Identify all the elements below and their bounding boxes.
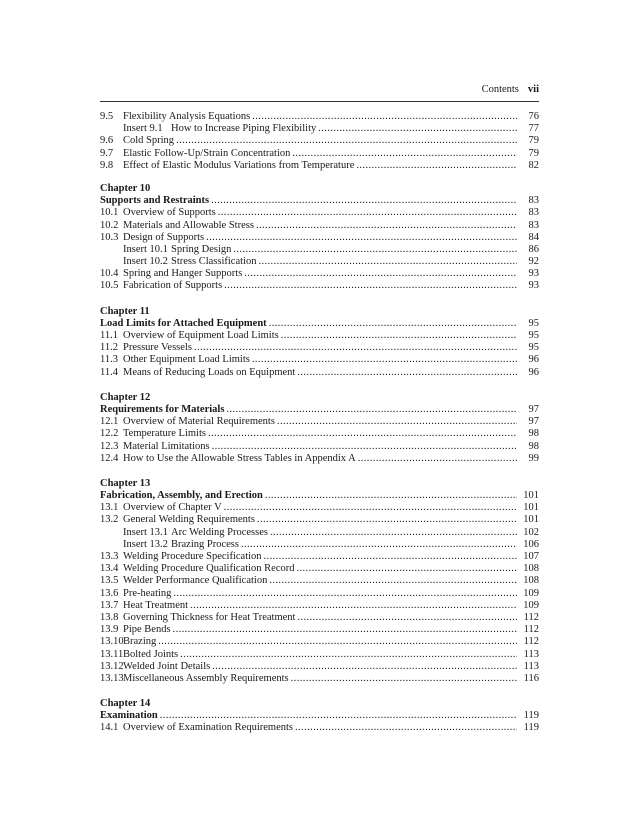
page-number: 107 xyxy=(523,551,539,562)
page-number: 86 xyxy=(528,243,539,255)
dot-leader xyxy=(158,636,517,648)
page-number: 119 xyxy=(523,710,539,722)
dot-leader xyxy=(256,220,517,232)
dot-leader xyxy=(173,588,517,600)
page-number: 101 xyxy=(523,514,539,526)
section-number: 13.7 xyxy=(100,599,119,611)
entry-title: Effect of Elastic Modulus Variations from Temperature xyxy=(123,159,355,171)
dot-leader xyxy=(212,441,517,453)
dot-leader xyxy=(297,612,517,624)
entry-title: Flexibility Analysis Equations xyxy=(123,111,251,122)
dot-leader xyxy=(226,404,517,416)
dot-leader xyxy=(356,160,517,172)
dot-leader xyxy=(211,195,517,207)
chapter-title: Examination xyxy=(100,710,158,722)
toc-entry[interactable] xyxy=(100,527,539,539)
page-number: 96 xyxy=(528,366,539,378)
page-number: 109 xyxy=(523,599,539,611)
toc-entry[interactable] xyxy=(100,600,539,612)
chapter-title: Requirements for Materials xyxy=(100,403,225,415)
section-number: 12.3 xyxy=(100,440,119,452)
dot-leader xyxy=(218,207,517,219)
insert-label: Insert 9.1 xyxy=(123,123,163,135)
toc-entry[interactable] xyxy=(100,330,539,342)
chapter-title-row[interactable] xyxy=(100,490,539,502)
dot-leader xyxy=(264,551,517,563)
insert-label: Insert 10.1 xyxy=(123,243,168,255)
toc-entry[interactable] xyxy=(100,135,539,147)
dot-leader xyxy=(212,661,517,673)
page-number: 106 xyxy=(523,538,539,550)
dot-leader xyxy=(265,490,517,502)
page-number: 95 xyxy=(528,317,539,329)
section-number: 12.1 xyxy=(100,416,119,428)
chapter-title: Load Limits for Attached Equipment xyxy=(100,317,267,329)
entry-title: Governing Thickness for Heat Treatment xyxy=(123,611,296,623)
section-number: 13.12 xyxy=(100,660,124,672)
chapter-title-row[interactable] xyxy=(100,318,539,330)
dot-leader xyxy=(176,135,517,147)
toc-entry[interactable] xyxy=(100,268,539,280)
page-number: 97 xyxy=(528,416,539,428)
page-number: 108 xyxy=(523,575,539,587)
page-number: 98 xyxy=(528,428,539,440)
running-header xyxy=(100,84,539,98)
dot-leader xyxy=(180,649,517,661)
entry-title: Pipe Bends xyxy=(123,624,171,636)
insert-entry xyxy=(123,256,256,268)
entry-title: Welded Joint Details xyxy=(123,660,211,672)
dot-leader xyxy=(241,539,517,551)
entry-title: Elastic Follow-Up/Strain Concentration xyxy=(123,147,291,159)
entry-title: Means of Reducing Loads on Equipment xyxy=(123,366,296,378)
dot-leader xyxy=(194,342,517,354)
dot-leader xyxy=(270,527,517,539)
page-number: 79 xyxy=(528,135,539,147)
chapter-heading: Chapter 12 xyxy=(100,391,151,403)
page-number: 95 xyxy=(528,342,539,354)
entry-title: Brazing xyxy=(123,636,157,648)
page-number: 102 xyxy=(523,526,539,538)
page-number: 76 xyxy=(528,111,539,122)
header-page-number: vii xyxy=(527,84,539,95)
toc-entry[interactable] xyxy=(100,428,539,440)
section-number: 9.5 xyxy=(100,111,114,122)
insert-label: Insert 13.2 xyxy=(123,538,168,550)
page-number: 83 xyxy=(528,207,539,219)
entry-title: Brazing Process xyxy=(171,538,239,550)
dot-leader xyxy=(206,232,517,244)
page-number: 82 xyxy=(528,159,539,171)
page-number: 112 xyxy=(523,636,539,648)
dot-leader xyxy=(292,148,517,160)
dot-leader xyxy=(190,600,517,612)
toc-entry[interactable] xyxy=(100,514,539,526)
entry-title: Design of Supports xyxy=(123,231,205,243)
section-number: 13.9 xyxy=(100,624,119,636)
section-number: 13.5 xyxy=(100,575,119,587)
entry-title: Miscellaneous Assembly Requirements xyxy=(123,672,289,684)
section-number: 13.8 xyxy=(100,611,119,623)
section-number: 9.7 xyxy=(100,147,114,159)
page-number: 95 xyxy=(528,330,539,341)
dot-leader xyxy=(297,367,517,379)
entry-title: How to Use the Allowable Stress Tables in Appendix A xyxy=(123,452,356,464)
section-number: 13.10 xyxy=(100,636,124,648)
entry-title: Temperature Limits xyxy=(123,428,206,440)
page-number: 93 xyxy=(528,268,539,280)
entry-title: Spring and Hanger Supports xyxy=(123,268,243,280)
toc-entry[interactable] xyxy=(100,551,539,563)
page-number: 77 xyxy=(528,123,539,135)
entry-title: Overview of Examination Requirements xyxy=(123,722,293,734)
entry-title: Materials and Allowable Stress xyxy=(123,219,254,231)
chapter-heading: Chapter 13 xyxy=(100,477,151,489)
page-number: 101 xyxy=(523,502,539,514)
dot-leader xyxy=(224,280,517,292)
entry-title: Material Limitations xyxy=(123,440,210,452)
section-number: 11.3 xyxy=(100,354,118,366)
section-number: 11.1 xyxy=(100,330,118,341)
entry-title: Welder Performance Qualification xyxy=(123,575,268,587)
page-number: 116 xyxy=(523,672,539,684)
page-number: 109 xyxy=(523,587,539,599)
entry-title: Pre-heating xyxy=(123,587,172,599)
dot-leader xyxy=(269,318,517,330)
entry-title: Overview of Supports xyxy=(123,207,216,219)
toc-entry[interactable] xyxy=(100,342,539,354)
toc-entry[interactable] xyxy=(100,416,539,428)
toc-entry[interactable] xyxy=(100,441,539,453)
toc-entry[interactable] xyxy=(100,232,539,244)
page-number: 113 xyxy=(523,648,539,660)
section-number: 9.8 xyxy=(100,159,114,171)
section-number: 10.1 xyxy=(100,207,119,219)
dot-leader xyxy=(318,123,517,135)
page-number: 83 xyxy=(528,219,539,231)
page-number: 79 xyxy=(528,147,539,159)
dot-leader xyxy=(257,514,517,526)
section-number: 13.3 xyxy=(100,551,119,562)
toc-entry[interactable] xyxy=(100,575,539,587)
dot-leader xyxy=(281,330,517,342)
entry-title: Overview of Equipment Load Limits xyxy=(123,330,279,341)
page-number: 92 xyxy=(528,256,539,268)
dot-leader xyxy=(244,268,517,280)
toc-entry[interactable] xyxy=(100,207,539,219)
page-number: 96 xyxy=(528,354,539,366)
toc-entry[interactable] xyxy=(100,111,539,123)
insert-entry xyxy=(123,539,239,551)
entry-title: Arc Welding Processes xyxy=(171,526,268,538)
entry-title: How to Increase Piping Flexibility xyxy=(171,123,317,135)
chapter-title-row[interactable] xyxy=(100,710,539,722)
toc-entry[interactable] xyxy=(100,280,539,292)
toc-entry[interactable] xyxy=(100,244,539,256)
toc-entry[interactable] xyxy=(100,123,539,135)
page-number: 119 xyxy=(523,722,539,734)
page-number: 98 xyxy=(528,440,539,452)
entry-title: Bolted Joints xyxy=(123,648,179,660)
toc-entry[interactable] xyxy=(100,148,539,160)
section-number: 10.2 xyxy=(100,219,119,231)
entry-title: Welding Procedure Specification xyxy=(123,551,262,562)
section-number: 13.11 xyxy=(100,648,124,660)
dot-leader xyxy=(173,624,517,636)
dot-leader xyxy=(296,563,517,575)
entry-title: Heat Treatment xyxy=(123,599,189,611)
entry-title: Fabrication of Supports xyxy=(123,280,223,292)
section-number: 10.4 xyxy=(100,268,119,280)
page-number: 112 xyxy=(523,611,539,623)
toc-entry[interactable] xyxy=(100,612,539,624)
toc-entry[interactable] xyxy=(100,624,539,636)
dot-leader xyxy=(269,575,517,587)
section-number: 13.4 xyxy=(100,563,119,575)
page-number: 84 xyxy=(528,231,539,243)
page-number: 113 xyxy=(523,660,539,672)
dot-leader xyxy=(160,710,517,722)
toc-entry[interactable] xyxy=(100,636,539,648)
page-number: 83 xyxy=(528,195,539,207)
chapter-heading: Chapter 11 xyxy=(100,305,150,317)
toc-entry[interactable] xyxy=(100,649,539,661)
toc-entry[interactable] xyxy=(100,661,539,673)
header-label: Contents xyxy=(481,84,519,95)
dot-leader xyxy=(358,453,517,465)
insert-label: Insert 13.1 xyxy=(123,526,168,538)
insert-entry xyxy=(123,527,268,539)
insert-entry xyxy=(123,244,231,256)
entry-title: Cold Spring xyxy=(123,135,175,147)
dot-leader xyxy=(291,673,517,685)
section-number: 13.2 xyxy=(100,514,119,526)
toc-entry[interactable] xyxy=(100,220,539,232)
page-number: 93 xyxy=(528,280,539,292)
chapter-title-row[interactable] xyxy=(100,404,539,416)
section-number: 10.5 xyxy=(100,280,119,292)
toc-entry[interactable] xyxy=(100,722,539,734)
page-number: 97 xyxy=(528,403,539,415)
entry-title: Welding Procedure Qualification Record xyxy=(123,563,295,575)
chapter-title: Fabrication, Assembly, and Erection xyxy=(100,490,263,502)
section-number: 11.2 xyxy=(100,342,118,354)
entry-title: Spring Design xyxy=(171,243,232,255)
dot-leader xyxy=(208,428,517,440)
section-number: 13.1 xyxy=(100,502,119,514)
toc-entry[interactable] xyxy=(100,367,539,379)
toc-entry[interactable] xyxy=(100,539,539,551)
entry-title: Overview of Material Requirements xyxy=(123,416,275,428)
toc-entry[interactable] xyxy=(100,354,539,366)
toc-entry[interactable] xyxy=(100,160,539,172)
toc-entry[interactable] xyxy=(100,673,539,685)
section-number: 10.3 xyxy=(100,231,119,243)
section-number: 13.13 xyxy=(100,672,124,684)
dot-leader xyxy=(277,416,517,428)
section-number: 13.6 xyxy=(100,587,119,599)
section-number: 14.1 xyxy=(100,722,119,734)
toc-entry[interactable] xyxy=(100,256,539,268)
table-of-contents xyxy=(100,111,539,735)
dot-leader xyxy=(224,502,517,514)
page-number: 99 xyxy=(528,452,539,464)
chapter-heading: Chapter 10 xyxy=(100,182,151,194)
page-number: 108 xyxy=(523,563,539,575)
dot-leader xyxy=(295,722,517,734)
page-number: 112 xyxy=(523,624,539,636)
entry-title: Other Equipment Load Limits xyxy=(123,354,250,366)
entry-title: Pressure Vessels xyxy=(123,342,192,354)
toc-entry[interactable] xyxy=(100,453,539,465)
dot-leader xyxy=(252,111,517,123)
section-number: 12.4 xyxy=(100,452,119,464)
dot-leader xyxy=(233,244,517,256)
dot-leader xyxy=(252,354,517,366)
section-number: 12.2 xyxy=(100,428,119,440)
insert-entry xyxy=(123,123,316,135)
toc-entry[interactable] xyxy=(100,588,539,600)
toc-entry[interactable] xyxy=(100,502,539,514)
insert-label: Insert 10.2 xyxy=(123,256,168,268)
entry-title: Overview of Chapter V xyxy=(123,502,222,514)
chapter-title-row[interactable] xyxy=(100,195,539,207)
header-rule xyxy=(100,101,539,102)
chapter-title: Supports and Restraints xyxy=(100,195,210,207)
page-number: 101 xyxy=(523,490,539,502)
chapter-heading: Chapter 14 xyxy=(100,698,151,710)
dot-leader xyxy=(258,256,517,268)
section-number: 9.6 xyxy=(100,135,114,147)
entry-title: General Welding Requirements xyxy=(123,514,255,526)
toc-entry[interactable] xyxy=(100,563,539,575)
entry-title: Stress Classification xyxy=(171,256,257,268)
section-number: 11.4 xyxy=(100,366,118,378)
